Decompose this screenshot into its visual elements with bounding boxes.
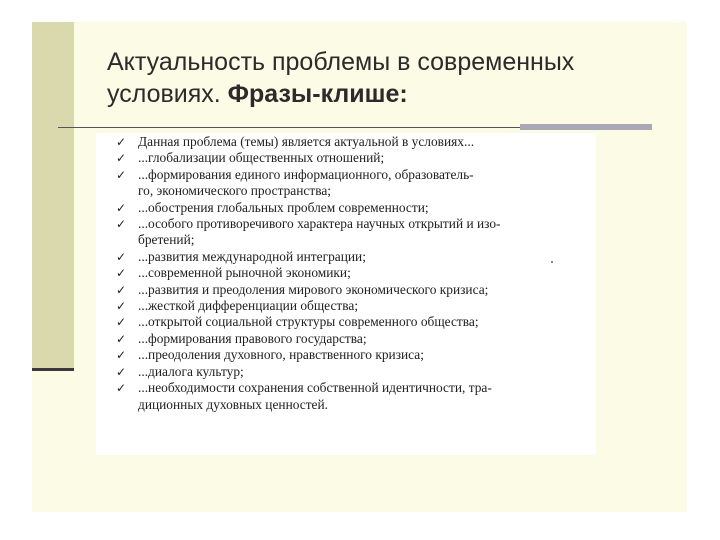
list-item [96, 200, 596, 216]
checkmark-icon: ✓ [116, 135, 127, 149]
slide-title-regular: Актуальность проблемы в современных условиях. [107, 48, 575, 108]
slide-left-accent-line [32, 368, 74, 371]
checkmark-icon: ✓ [116, 381, 127, 396]
list-item [96, 298, 596, 314]
checkmark-icon: ✓ [116, 249, 127, 264]
checkmark-icon: ✓ [116, 331, 127, 346]
list-item [96, 380, 596, 413]
slide-title [107, 46, 667, 110]
checkmark-icon: ✓ [116, 151, 127, 166]
checkmark-icon: ✓ [116, 364, 127, 379]
list-item [96, 347, 596, 363]
checkmark-icon: ✓ [116, 299, 127, 314]
list-item-text-line: ...развития и преодоления мирового экономического кризиса; [138, 281, 489, 297]
list-item-text-line: бретений; [138, 232, 195, 248]
list-item [96, 249, 596, 265]
list-item [96, 282, 596, 298]
checkmark-icon: ✓ [116, 167, 127, 182]
phrase-list [96, 134, 596, 413]
list-item-text-line: ...глобализации общественных отношений; [138, 150, 385, 166]
list-item-text-line: ...современной рыночной экономики; [138, 265, 351, 281]
checkmark-icon: ✓ [116, 348, 127, 363]
checkmark-icon: ✓ [116, 200, 127, 215]
title-divider-accent [520, 124, 652, 130]
list-item-text-line: диционных духовных ценностей. [138, 396, 329, 412]
list-item [96, 134, 596, 150]
list-item-text-line: ...необходимости сохранения собственной идентичности, тра- [138, 380, 492, 396]
list-item-text-line: ...развития международной интеграции; [138, 248, 366, 264]
list-item-text-line: ...диалога культур; [138, 363, 244, 379]
list-item-text-line: ...открытой социальной структуры современного общества; [138, 314, 479, 330]
list-item-text-line: ...формирования правового государства; [138, 330, 367, 346]
list-item [96, 167, 596, 200]
list-item-text-line: ...формирования единого информационного, образователь- [138, 166, 474, 182]
slide-title-bold: Фразы-клише: [227, 80, 408, 108]
list-item [96, 331, 596, 347]
list-item [96, 216, 596, 249]
list-item-text-line: ...особого противоречивого характера научных открытий и изо- [138, 216, 501, 232]
checkmark-icon: ✓ [116, 217, 127, 232]
list-item-text-line: ...жесткой дифференциации общества; [138, 298, 359, 314]
checkmark-icon: ✓ [116, 266, 127, 281]
checkmark-icon: ✓ [116, 282, 127, 297]
scanned-text-image [96, 133, 596, 455]
list-item-text-line: го, экономического пространства; [138, 183, 331, 199]
checkmark-icon: ✓ [116, 315, 127, 330]
list-item-text-line: ...обострения глобальных проблем современности; [138, 199, 429, 215]
scan-speck [551, 261, 553, 263]
list-item [96, 314, 596, 330]
slide-left-accent-bar [32, 22, 74, 370]
list-item-text-line: Данная проблема (темы) является актуальной в условиях... [138, 134, 475, 149]
list-item-text-line: ...преодоления духовного, нравственного кризиса; [138, 347, 424, 363]
list-item [96, 150, 596, 166]
list-item [96, 265, 596, 281]
list-item [96, 364, 596, 380]
